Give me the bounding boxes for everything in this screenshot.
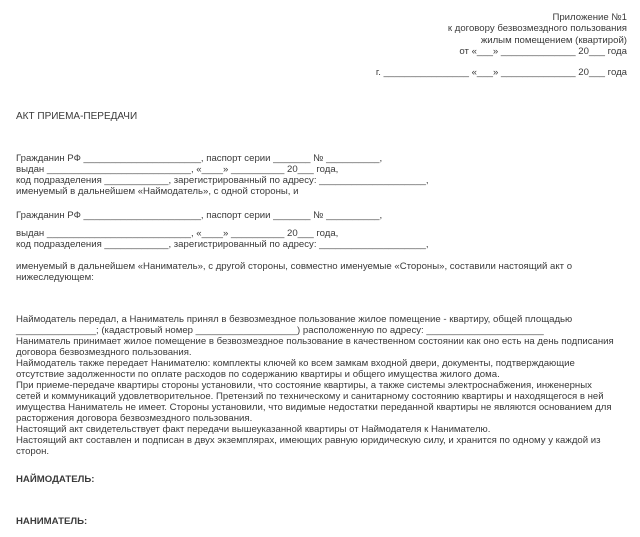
body-line: отсутствие задолженности по оплате расходов по содержанию квартиры и общего имущества жилого дома. bbox=[16, 369, 500, 380]
body-line: Наймодатель также передает Нанимателю: комплекты ключей ко всем замкам входной двери, документы, подтверждающие bbox=[16, 358, 575, 369]
body-line: Наймодатель передал, а Наниматель принял в безвозмездное пользование жилое помещение - квартиру, общей площадью bbox=[16, 314, 573, 325]
body-line: _______________; (кадастровый номер ___________________) расположенную по адресу: ______________________ bbox=[16, 325, 544, 336]
party2-identity: Гражданин РФ ______________________, паспорт серии _______ № __________, bbox=[16, 210, 383, 221]
tenant-signature-label: НАНИМАТЕЛЬ: bbox=[16, 516, 88, 527]
body-line: имущества Наниматель не имеет. Стороны установили, что видимые недостатки переданной квартиры не являются основанием для bbox=[16, 402, 612, 413]
body-line: сетей и коммуникаций удовлетворительное. Претензий по техническому и санитарному состоянию квартиры и находящегося в ней bbox=[16, 391, 604, 402]
party2-role: именуемый в дальнейшем «Наниматель», с другой стороны, совместно именуемые «Стороны», составили настоящий акт о bbox=[16, 261, 573, 272]
party1-issued: выдан ___________________________, «____» __________ 20___ года, bbox=[16, 164, 339, 175]
appendix-subject: жилым помещением (квартирой) bbox=[480, 35, 627, 46]
party1-address: код подразделения ____________, зарегистрированный по адресу: ____________________, bbox=[16, 175, 429, 186]
party2-role-cont: нижеследующем: bbox=[16, 272, 94, 283]
body-line: При приеме-передаче квартиры стороны установили, что состояние квартиры, а также системы электроснабжения, инженерных bbox=[16, 380, 592, 391]
body-line: Настоящий акт свидетельствует факт передачи вышеуказанной квартиры от Наймодателя к Нанимателю. bbox=[16, 424, 491, 435]
body-line: сторон. bbox=[16, 446, 50, 457]
party1-role: именуемый в дальнейшем «Наймодатель», с одной стороны, и bbox=[16, 186, 299, 197]
party1-identity: Гражданин РФ ______________________, паспорт серии _______ № __________, bbox=[16, 153, 383, 164]
document-title: АКТ ПРИЕМА-ПЕРЕДАЧИ bbox=[16, 111, 138, 122]
appendix-date: от «___» ______________ 20___ года bbox=[459, 46, 627, 57]
landlord-signature-label: НАЙМОДАТЕЛЬ: bbox=[16, 474, 95, 485]
body-line: Настоящий акт составлен и подписан в двух экземплярах, имеющих равную юридическую силу, и хранится по одному у каждой из bbox=[16, 435, 601, 446]
place-date-line: г. ________________ «___» ______________ 20___ года bbox=[375, 67, 627, 78]
body-line: договора безвозмездного пользования. bbox=[16, 347, 192, 358]
appendix-number: Приложение №1 bbox=[552, 12, 627, 23]
party2-issued: выдан ___________________________, «____» __________ 20___ года, bbox=[16, 228, 339, 239]
body-line: расторжения договора безвозмездного пользования. bbox=[16, 413, 253, 424]
appendix-contract-ref: к договору безвозмездного пользования bbox=[447, 23, 627, 34]
party2-address: код подразделения ____________, зарегистрированный по адресу: ____________________, bbox=[16, 239, 429, 250]
body-line: Наниматель принимает жилое помещение в безвозмездное пользование в качественном состоянии как оно есть на день подписания bbox=[16, 336, 614, 347]
